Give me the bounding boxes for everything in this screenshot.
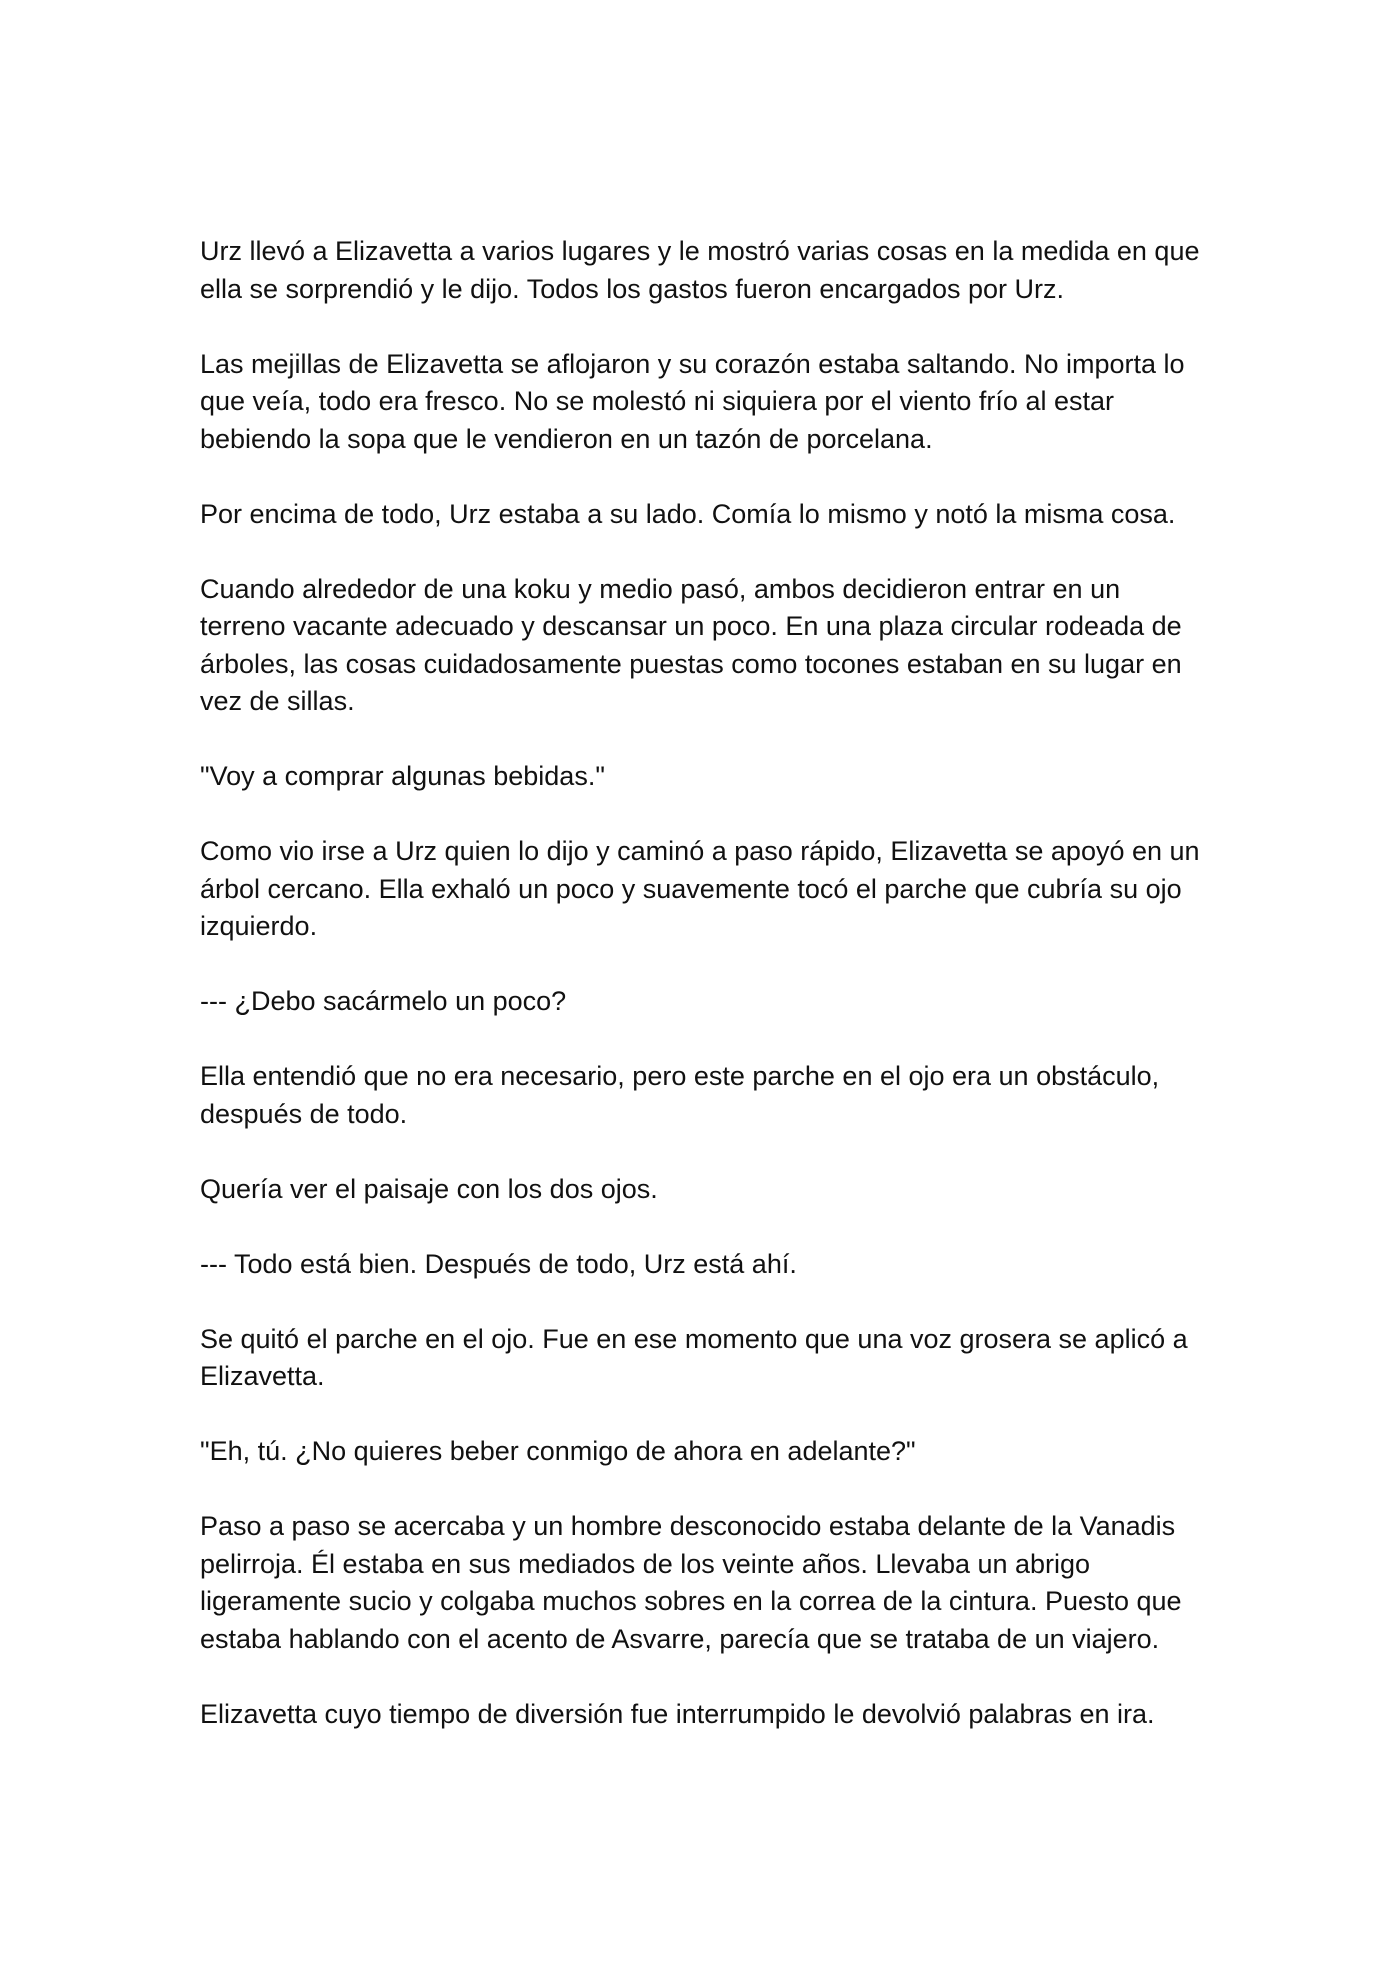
paragraph: Urz llevó a Elizavetta a varios lugares y le mostró varias cosas en la medida en que ella se sorprendió y le dijo. Todos los gastos fueron encargados por Urz. [200, 236, 1200, 304]
paragraph: Por encima de todo, Urz estaba a su lado. Comía lo mismo y notó la misma cosa. [200, 498, 1176, 529]
paragraph: Elizavetta cuyo tiempo de diversión fue interrumpido le devolvió palabras en ira. [200, 1698, 1155, 1729]
document-body [200, 233, 1210, 1733]
paragraph: "Eh, tú. ¿No quieres beber conmigo de ahora en adelante?" [200, 1436, 916, 1466]
paragraph: Paso a paso se acercaba y un hombre desconocido estaba delante de la Vanadis pelirroja. Él estaba en sus mediados de los veinte años. Llevaba un abrigo ligeramente sucio y colgaba muchos sobres en la correa de la cintura. Puesto que estaba hablando con el acento de Asvarre, parecía que se trataba de un viajero. [200, 1511, 1182, 1654]
paragraph: Las mejillas de Elizavetta se aflojaron y su corazón estaba saltando. No importa lo que veía, todo era fresco. No se molestó ni siquiera por el viento frío al estar bebiendo la sopa que le vendieron en un tazón de porcelana. [200, 348, 1185, 454]
paragraph: Quería ver el paisaje con los dos ojos. [200, 1173, 658, 1204]
paragraph: "Voy a comprar algunas bebidas." [200, 761, 605, 791]
paragraph: --- Todo está bien. Después de todo, Urz está ahí. [200, 1248, 797, 1279]
paragraph: Cuando alrededor de una koku y medio pasó, ambos decidieron entrar en un terreno vacante adecuado y descansar un poco. En una plaza circular rodeada de árboles, las cosas cuidadosamente puestas como tocones estaban en su lugar en vez de sillas. [200, 573, 1182, 716]
paragraph: Ella entendió que no era necesario, pero este parche en el ojo era un obstáculo, después de todo. [200, 1061, 1160, 1129]
paragraph: Como vio irse a Urz quien lo dijo y caminó a paso rápido, Elizavetta se apoyó en un árbol cercano. Ella exhaló un poco y suavemente tocó el parche que cubría su ojo izquierdo. [200, 836, 1200, 941]
paragraph: Se quitó el parche en el ojo. Fue en ese momento que una voz grosera se aplicó a Elizavetta. [200, 1323, 1188, 1391]
paragraph: --- ¿Debo sacármelo un poco? [200, 986, 567, 1016]
